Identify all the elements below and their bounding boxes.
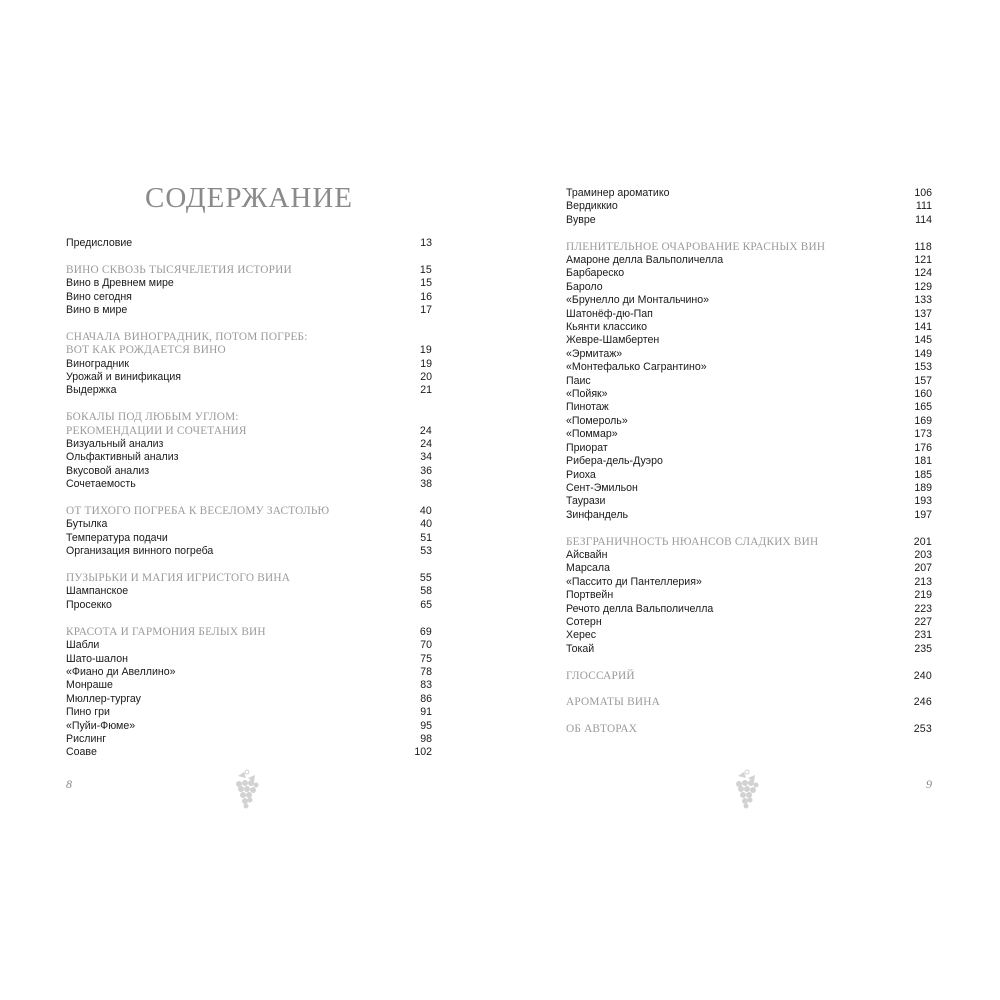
entry-title: Бароло: [566, 280, 603, 293]
toc-entry[interactable]: [566, 469, 932, 482]
toc-entry[interactable]: [566, 415, 932, 428]
toc-entry[interactable]: [66, 679, 432, 692]
section-title: АРОМАТЫ ВИНА: [566, 696, 660, 709]
entry-title: «Брунелло ди Монтальчино»: [566, 294, 710, 307]
entry-title: Кьянти классико: [566, 321, 647, 334]
toc-entry[interactable]: [566, 375, 932, 388]
toc-entry[interactable]: [66, 384, 432, 397]
toc-entry[interactable]: [66, 304, 432, 317]
entry-title: Риоха: [566, 468, 596, 481]
toc-section: [66, 505, 432, 559]
entry-page: 219: [914, 589, 932, 602]
entry-title: Приорат: [566, 441, 608, 454]
toc-section: [566, 187, 932, 227]
entry-title: Портвейн: [566, 589, 614, 602]
section-page: 55: [419, 572, 432, 585]
toc-entry[interactable]: [66, 518, 432, 531]
toc-entry[interactable]: [566, 308, 932, 321]
toc-section: [566, 670, 932, 683]
toc-section-heading[interactable]: [566, 670, 932, 683]
entry-page: 223: [914, 602, 932, 615]
entry-title: «Пассито ди Пантеллерия»: [566, 575, 702, 588]
section-page: 118: [914, 240, 932, 253]
entry-page: 65: [420, 598, 432, 611]
section-title: ГЛОССАРИЙ: [566, 669, 635, 682]
entry-title: Вино в Древнем мире: [66, 277, 174, 290]
entry-page: 197: [914, 508, 932, 521]
entry-title: Сотерн: [566, 615, 602, 628]
toc-entry[interactable]: [66, 666, 432, 679]
toc-entry[interactable]: [66, 277, 432, 290]
entry-page: 185: [914, 468, 932, 481]
toc-section: [66, 331, 432, 398]
toc-entry[interactable]: [566, 495, 932, 508]
section-page: 69: [419, 625, 432, 638]
section-page: 253: [913, 723, 932, 736]
entry-page: 83: [420, 679, 432, 692]
entry-title: «Фиано ди Авеллино»: [66, 665, 176, 678]
entry-title: Вувре: [566, 213, 596, 226]
section-page: 15: [419, 263, 432, 276]
entry-page: 75: [420, 652, 432, 665]
entry-page: 21: [420, 384, 432, 397]
entry-title: «Эрмитаж»: [566, 347, 623, 360]
entry-title: Температура подачи: [66, 531, 168, 544]
toc-entry[interactable]: [566, 616, 932, 629]
toc-left-column: [66, 237, 432, 773]
entry-title: Вино сегодня: [66, 290, 132, 303]
toc-entry[interactable]: [66, 438, 432, 451]
section-title: ОБ АВТОРАХ: [566, 723, 638, 736]
entry-title: Траминер ароматико: [566, 187, 670, 199]
toc-entry[interactable]: [566, 267, 932, 280]
entry-title: Жевре-Шамбертен: [566, 334, 660, 347]
toc-entry[interactable]: [566, 348, 932, 361]
entry-title: «Поммар»: [566, 428, 618, 441]
entry-page: 165: [914, 401, 932, 414]
toc-section: [66, 572, 432, 612]
toc-entry[interactable]: [66, 371, 432, 384]
entry-title: Амароне делла Вальполичелла: [566, 254, 724, 267]
entry-title: Организация винного погреба: [66, 545, 214, 558]
toc-section: [566, 696, 932, 709]
toc-entry[interactable]: [66, 465, 432, 478]
entry-page: 114: [915, 213, 932, 226]
toc-section: [566, 241, 932, 523]
entry-page: 78: [420, 665, 432, 678]
toc-entry[interactable]: [66, 291, 432, 304]
entry-title: «Монтефалько Сагрантино»: [566, 361, 707, 374]
toc-entry[interactable]: [66, 733, 432, 746]
entry-page: 207: [914, 562, 932, 575]
entry-page: 124: [914, 267, 932, 280]
section-title: КРАСОТА И ГАРМОНИЯ БЕЛЫХ ВИН: [66, 625, 266, 638]
toc-entry[interactable]: [566, 562, 932, 575]
toc-entry[interactable]: [566, 509, 932, 522]
entry-title: Айсвайн: [566, 548, 608, 561]
toc-entry[interactable]: [66, 532, 432, 545]
page-title: СОДЕРЖАНИЕ: [145, 182, 353, 214]
entry-page: 181: [914, 455, 932, 468]
entry-title: «Пуйи-Фюме»: [66, 719, 136, 732]
entry-title: «Помероль»: [566, 414, 628, 427]
section-page: 24: [419, 424, 432, 437]
entry-page: 13: [420, 237, 432, 249]
toc-entry[interactable]: [566, 629, 932, 642]
toc-entry[interactable]: [566, 388, 932, 401]
entry-title: Просекко: [66, 598, 112, 611]
entry-page: 106: [914, 187, 932, 199]
left-page-number: 8: [66, 777, 72, 791]
entry-page: 169: [914, 414, 932, 427]
toc-section: [66, 237, 432, 250]
section-title: СНАЧАЛА ВИНОГРАДНИК, ПОТОМ ПОГРЕБ: ВОТ КАК РОЖДАЕТСЯ ВИНО: [66, 330, 308, 357]
entry-title: Монраше: [66, 679, 113, 692]
toc-section-heading[interactable]: [66, 505, 432, 518]
toc-entry[interactable]: [566, 576, 932, 589]
entry-title: Паис: [566, 374, 591, 387]
entry-page: 145: [914, 334, 932, 347]
section-title: ПУЗЫРЬКИ И МАГИЯ ИГРИСТОГО ВИНА: [66, 572, 291, 585]
entry-title: Зинфандель: [566, 508, 629, 521]
toc-entry[interactable]: [66, 599, 432, 612]
entry-page: 153: [914, 361, 932, 374]
entry-title: Пинотаж: [566, 401, 609, 414]
section-title: ПЛЕНИТЕЛЬНОЕ ОЧАРОВАНИЕ КРАСНЫХ ВИН: [566, 240, 826, 253]
toc-entry[interactable]: [66, 639, 432, 652]
entry-title: «Пойяк»: [566, 388, 608, 401]
entry-page: 133: [914, 294, 932, 307]
entry-page: 129: [914, 280, 932, 293]
toc-entry[interactable]: [66, 478, 432, 491]
toc-entry[interactable]: [566, 214, 932, 227]
entry-title: Шато-шалон: [66, 652, 128, 665]
entry-title: Барбареско: [566, 267, 625, 280]
entry-page: 193: [914, 495, 932, 508]
entry-title: Вино в мире: [66, 304, 128, 317]
toc-entry[interactable]: [566, 294, 932, 307]
entry-page: 203: [914, 548, 932, 561]
entry-page: 231: [914, 629, 932, 642]
toc-entry[interactable]: [66, 746, 432, 759]
toc-entry[interactable]: [566, 281, 932, 294]
toc-entry[interactable]: [566, 442, 932, 455]
entry-page: 40: [420, 518, 432, 531]
entry-page: 51: [420, 531, 432, 544]
entry-page: 141: [914, 321, 932, 334]
toc-entry[interactable]: [566, 603, 932, 616]
toc-entry[interactable]: [66, 358, 432, 371]
toc-entry[interactable]: [66, 706, 432, 719]
section-page: 240: [913, 669, 932, 682]
entry-title: Ольфактивный анализ: [66, 451, 179, 464]
entry-title: Таурази: [566, 495, 606, 508]
entry-title: Визуальный анализ: [66, 438, 164, 451]
toc-section: [66, 264, 432, 318]
toc-entry[interactable]: [566, 428, 932, 441]
entry-page: 53: [420, 545, 432, 558]
entry-title: Херес: [566, 629, 597, 642]
entry-page: 213: [914, 575, 932, 588]
entry-page: 19: [420, 357, 432, 370]
toc-section: [66, 626, 432, 760]
toc-section-heading[interactable]: [66, 331, 432, 358]
toc-section-heading[interactable]: [66, 411, 432, 438]
entry-page: 98: [420, 732, 432, 745]
entry-page: 173: [914, 428, 932, 441]
toc-entry[interactable]: [566, 401, 932, 414]
section-page: 19: [419, 344, 432, 357]
toc-entry[interactable]: [66, 451, 432, 464]
entry-page: 176: [914, 441, 932, 454]
entry-title: Виноградник: [66, 357, 129, 370]
entry-page: 16: [420, 290, 432, 303]
toc-entry[interactable]: [566, 321, 932, 334]
entry-page: 121: [914, 254, 932, 267]
toc-entry[interactable]: [566, 549, 932, 562]
section-title: БОКАЛЫ ПОД ЛЮБЫМ УГЛОМ: РЕКОМЕНДАЦИИ И СОЧЕТАНИЯ: [66, 411, 247, 437]
toc-entry[interactable]: [66, 585, 432, 598]
toc-section-heading[interactable]: [566, 723, 932, 736]
entry-page: 149: [914, 347, 932, 360]
entry-page: 20: [420, 371, 432, 384]
entry-page: 70: [420, 639, 432, 652]
toc-entry[interactable]: [566, 187, 932, 200]
section-page: 246: [913, 696, 932, 709]
entry-page: 17: [420, 304, 432, 317]
toc-entry[interactable]: [66, 720, 432, 733]
toc-section-heading[interactable]: [66, 626, 432, 639]
entry-page: 58: [420, 585, 432, 598]
toc-entry[interactable]: [566, 334, 932, 347]
entry-title: Рибера-дель-Дуэро: [566, 455, 663, 468]
entry-page: 227: [914, 615, 932, 628]
entry-title: Мюллер-тургау: [66, 692, 141, 705]
entry-page: 15: [420, 277, 432, 290]
entry-title: Шампанское: [66, 585, 129, 598]
entry-title: Соаве: [66, 746, 97, 759]
entry-title: Вкусовой анализ: [66, 464, 150, 477]
entry-page: 36: [420, 464, 432, 477]
toc-section-heading[interactable]: [566, 241, 932, 254]
toc-section-heading[interactable]: [566, 696, 932, 709]
entry-title: Сочетаемость: [66, 478, 136, 491]
toc-entry[interactable]: [566, 482, 932, 495]
toc-entry[interactable]: [566, 455, 932, 468]
toc-section: [566, 723, 932, 736]
toc-right-column: [566, 187, 932, 750]
entry-title: Токай: [566, 642, 595, 655]
toc-entry[interactable]: [66, 545, 432, 558]
entry-page: 235: [914, 642, 932, 655]
toc-entry[interactable]: [566, 589, 932, 602]
toc-section-heading[interactable]: [566, 536, 932, 549]
entry-title: Вердиккио: [566, 200, 618, 213]
toc-section-heading[interactable]: [66, 264, 432, 277]
entry-page: 95: [420, 719, 432, 732]
right-page-number: 9: [926, 777, 932, 791]
entry-page: 24: [420, 438, 432, 451]
toc-section: [566, 536, 932, 657]
toc-entry[interactable]: [566, 643, 932, 656]
section-title: ВИНО СКВОЗЬ ТЫСЯЧЕЛЕТИЯ ИСТОРИИ: [66, 263, 292, 276]
section-page: 40: [419, 505, 432, 518]
entry-title: Сент-Эмильон: [566, 481, 638, 494]
entry-title: Шабли: [66, 639, 100, 652]
section-title: ОТ ТИХОГО ПОГРЕБА К ВЕСЕЛОМУ ЗАСТОЛЬЮ: [66, 505, 330, 518]
entry-page: 91: [420, 706, 432, 719]
toc-section: [66, 411, 432, 491]
entry-title: Бутылка: [66, 518, 108, 531]
entry-page: 137: [914, 307, 932, 320]
toc-entry[interactable]: [66, 693, 432, 706]
grape-ornament-icon: [732, 768, 760, 812]
entry-page: 189: [914, 481, 932, 494]
toc-entry[interactable]: [566, 254, 932, 267]
entry-page: 34: [420, 451, 432, 464]
entry-title: Урожай и винификация: [66, 371, 182, 384]
entry-title: Предисловие: [66, 237, 133, 249]
entry-title: Рислинг: [66, 732, 107, 745]
entry-page: 157: [914, 374, 932, 387]
toc-entry[interactable]: [66, 237, 432, 250]
section-title: БЕЗГРАНИЧНОСТЬ НЮАНСОВ СЛАДКИХ ВИН: [566, 535, 819, 548]
entry-page: 38: [420, 478, 432, 491]
grape-ornament-icon: [232, 768, 260, 812]
toc-section-heading[interactable]: [66, 572, 432, 585]
entry-title: Пино гри: [66, 706, 110, 719]
section-page: 201: [913, 535, 932, 548]
entry-page: 102: [414, 746, 432, 759]
entry-title: Марсала: [566, 562, 610, 575]
entry-title: Шатонёф-дю-Пап: [566, 307, 653, 320]
entry-title: Речото делла Вальполичелла: [566, 602, 714, 615]
toc-entry[interactable]: [66, 653, 432, 666]
toc-entry[interactable]: [566, 200, 932, 213]
entry-page: 86: [420, 692, 432, 705]
toc-entry[interactable]: [566, 361, 932, 374]
entry-title: Выдержка: [66, 384, 117, 397]
entry-page: 111: [915, 200, 932, 213]
entry-page: 160: [914, 388, 932, 401]
